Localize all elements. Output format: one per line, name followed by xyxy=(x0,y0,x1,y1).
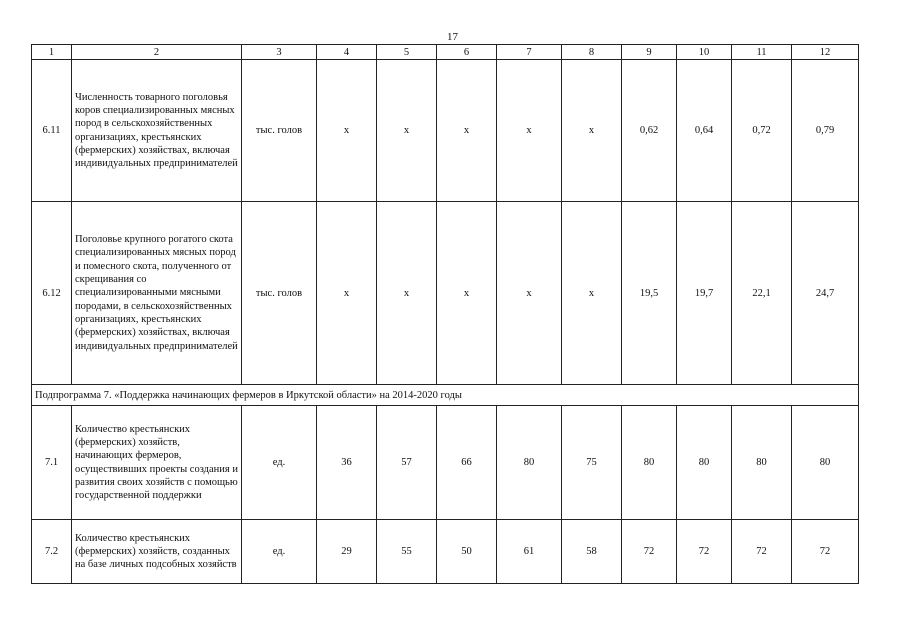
value-cell: 0,72 xyxy=(732,60,792,202)
header-cell: 8 xyxy=(562,45,622,60)
value-cell: 19,7 xyxy=(677,202,732,385)
row-description: Количество крестьянских (фермерских) хозяйств, начинающих фермеров, осуществивших проекты создания и развития своих хозяйств с помощью государственной поддержки xyxy=(72,406,242,520)
table-row xyxy=(32,202,859,385)
value-cell: x xyxy=(437,202,497,385)
row-code: 7.1 xyxy=(32,406,72,520)
value-cell: x xyxy=(562,60,622,202)
row-unit: ед. xyxy=(242,520,317,584)
value-cell: 72 xyxy=(622,520,677,584)
header-row xyxy=(32,45,859,60)
table-row xyxy=(32,520,859,584)
row-unit: ед. xyxy=(242,406,317,520)
value-cell: 29 xyxy=(317,520,377,584)
header-cell: 7 xyxy=(497,45,562,60)
value-cell: x xyxy=(437,60,497,202)
value-cell: 80 xyxy=(792,406,859,520)
subprogram-title: Подпрограмма 7. «Поддержка начинающих фермеров в Иркутской области» на 2014-2020 годы xyxy=(32,385,859,406)
value-cell: x xyxy=(562,202,622,385)
row-description: Количество крестьянских (фермерских) хозяйств, созданных на базе личных подсобных хозяйств xyxy=(72,520,242,584)
value-cell: x xyxy=(317,60,377,202)
value-cell: 61 xyxy=(497,520,562,584)
row-unit: тыс. голов xyxy=(242,60,317,202)
header-cell: 4 xyxy=(317,45,377,60)
value-cell: 58 xyxy=(562,520,622,584)
value-cell: 80 xyxy=(497,406,562,520)
value-cell: 0,62 xyxy=(622,60,677,202)
header-cell: 2 xyxy=(72,45,242,60)
row-description: Численность товарного поголовья коров специализированных мясных пород в сельскохозяйственных организациях, крестьянских (фермерских) хозяйствах, включая индивидуальных предпринимателей xyxy=(72,60,242,202)
value-cell: 24,7 xyxy=(792,202,859,385)
value-cell: 66 xyxy=(437,406,497,520)
header-cell: 10 xyxy=(677,45,732,60)
value-cell: x xyxy=(377,60,437,202)
value-cell: 80 xyxy=(732,406,792,520)
value-cell: 0,64 xyxy=(677,60,732,202)
value-cell: 0,79 xyxy=(792,60,859,202)
value-cell: 80 xyxy=(677,406,732,520)
subprogram-row xyxy=(32,385,859,406)
row-code: 6.12 xyxy=(32,202,72,385)
value-cell: 50 xyxy=(437,520,497,584)
value-cell: x xyxy=(497,202,562,385)
row-unit: тыс. голов xyxy=(242,202,317,385)
indicator-table xyxy=(31,44,859,584)
value-cell: 72 xyxy=(792,520,859,584)
value-cell: 55 xyxy=(377,520,437,584)
value-cell: x xyxy=(317,202,377,385)
table-row xyxy=(32,60,859,202)
value-cell: 19,5 xyxy=(622,202,677,385)
value-cell: 72 xyxy=(732,520,792,584)
header-cell: 11 xyxy=(732,45,792,60)
page-number: 17 xyxy=(447,31,458,43)
value-cell: x xyxy=(377,202,437,385)
value-cell: 57 xyxy=(377,406,437,520)
header-cell: 12 xyxy=(792,45,859,60)
value-cell: 80 xyxy=(622,406,677,520)
table-row xyxy=(32,406,859,520)
value-cell: x xyxy=(497,60,562,202)
header-cell: 5 xyxy=(377,45,437,60)
row-code: 6.11 xyxy=(32,60,72,202)
value-cell: 72 xyxy=(677,520,732,584)
row-code: 7.2 xyxy=(32,520,72,584)
header-cell: 6 xyxy=(437,45,497,60)
header-cell: 9 xyxy=(622,45,677,60)
value-cell: 75 xyxy=(562,406,622,520)
value-cell: 36 xyxy=(317,406,377,520)
value-cell: 22,1 xyxy=(732,202,792,385)
header-cell: 3 xyxy=(242,45,317,60)
row-description: Поголовье крупного рогатого скота специализированных мясных пород и помесного скота, полученного от скрещивания со специализированными мясными породами, в сельскохозяйственных организациях, крестьянских (фермерских) хозяйствах, включая индивидуальных предпринимателей xyxy=(72,202,242,385)
header-cell: 1 xyxy=(32,45,72,60)
